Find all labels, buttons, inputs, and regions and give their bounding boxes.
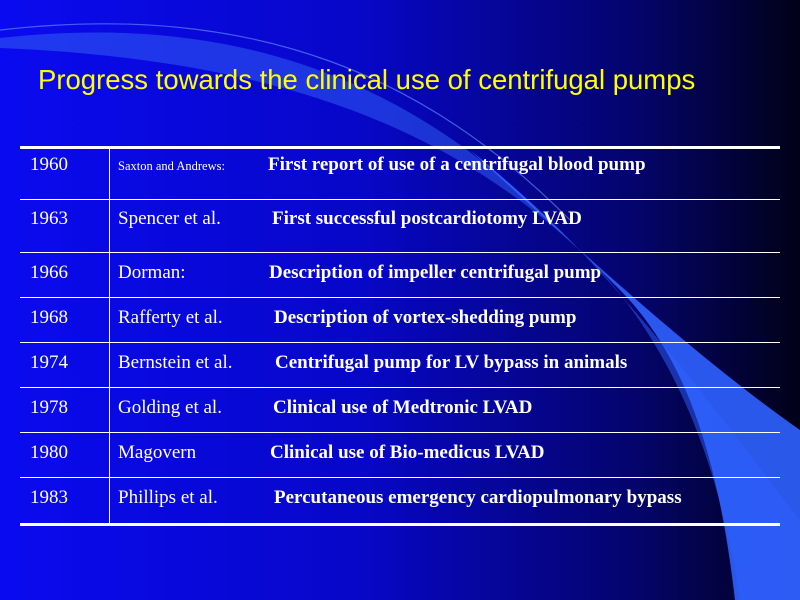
row-divider bbox=[20, 432, 780, 433]
slide-title: Progress towards the clinical use of centrifugal pumps bbox=[38, 64, 696, 95]
row-divider bbox=[20, 342, 780, 343]
author-cell: Golding et al. bbox=[118, 397, 222, 418]
event-cell: Clinical use of Medtronic LVAD bbox=[273, 397, 533, 418]
row-divider bbox=[20, 297, 780, 298]
row-divider bbox=[20, 199, 780, 200]
event-cell: Description of vortex-shedding pump bbox=[274, 307, 577, 328]
event-cell: First successful postcardiotomy LVAD bbox=[272, 208, 582, 229]
event-cell: Description of impeller centrifugal pump bbox=[269, 262, 602, 283]
year-cell: 1983 bbox=[30, 487, 68, 508]
row-divider bbox=[20, 387, 780, 388]
year-cell: 1978 bbox=[30, 397, 68, 418]
year-cell: 1974 bbox=[30, 352, 68, 373]
year-cell: 1960 bbox=[30, 154, 68, 175]
event-cell: Clinical use of Bio-medicus LVAD bbox=[270, 442, 545, 463]
year-cell: 1963 bbox=[30, 208, 68, 229]
author-cell: Phillips et al. bbox=[118, 487, 218, 508]
author-cell: Spencer et al. bbox=[118, 208, 221, 229]
column-divider bbox=[109, 148, 110, 525]
author-cell: Saxton and Andrews: bbox=[118, 159, 225, 173]
author-cell: Bernstein et al. bbox=[118, 352, 233, 373]
row-divider bbox=[20, 252, 780, 253]
table-top-border bbox=[20, 146, 780, 149]
year-cell: 1980 bbox=[30, 442, 68, 463]
event-cell: Centrifugal pump for LV bypass in animals bbox=[275, 352, 628, 373]
event-cell: Percutaneous emergency cardiopulmonary bypass bbox=[274, 487, 682, 508]
year-cell: 1968 bbox=[30, 307, 68, 328]
year-cell: 1966 bbox=[30, 262, 68, 283]
timeline-table bbox=[20, 146, 780, 526]
author-cell: Magovern bbox=[118, 442, 197, 463]
author-cell: Dorman: bbox=[118, 262, 186, 283]
table-bottom-border bbox=[20, 523, 780, 526]
author-cell: Rafferty et al. bbox=[118, 307, 223, 328]
event-cell: First report of use of a centrifugal blood pump bbox=[268, 154, 646, 175]
row-divider bbox=[20, 477, 780, 478]
